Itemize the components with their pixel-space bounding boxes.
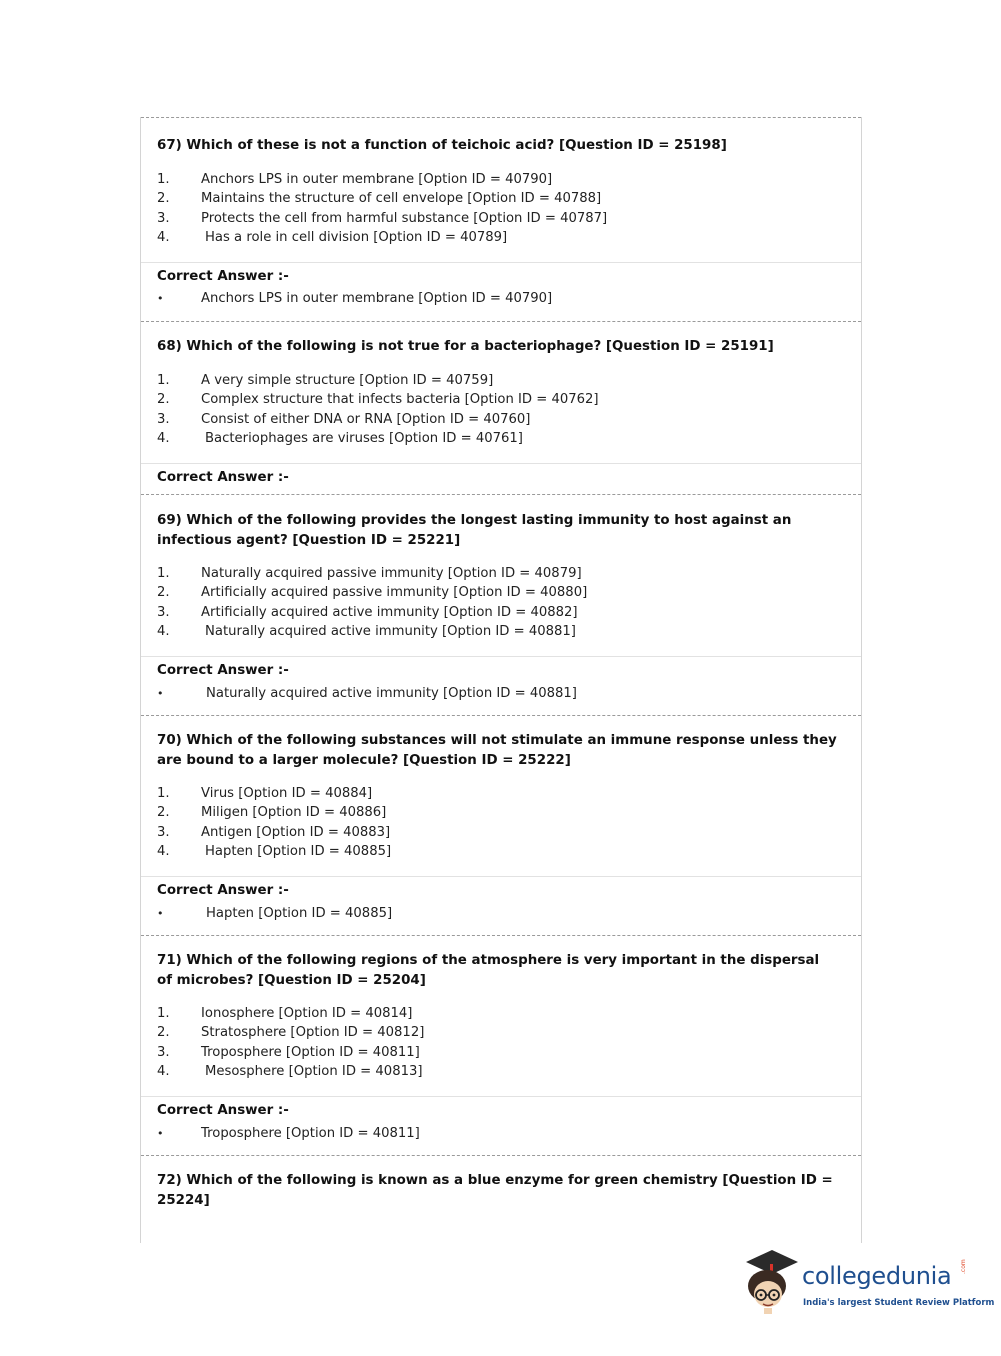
brand-tagline: India's largest Student Review Platform [803,1298,995,1308]
mascot-icon [742,1248,802,1318]
brand-name: collegedunia [802,1262,952,1290]
question-text-70: 70) Which of the following substances will not stimulate an immune response unless they are bound to a larger molecule? [Question ID = 25222] [157,733,837,768]
question-divider [141,321,861,322]
answer-divider [141,1096,861,1097]
question-divider [141,715,861,716]
correct-answer-label: Correct Answer :- [157,883,289,898]
question-divider [141,935,861,936]
answer-divider [141,656,861,657]
correct-answer-label: Correct Answer :- [157,1103,289,1118]
question-text-68: 68) Which of the following is not true for a bacteriophage? [Question ID = 25191] [157,339,774,354]
question-divider [141,494,861,495]
question-text-72: 72) Which of the following is known as a blue enzyme for green chemistry [Question ID = 25224] [157,1173,833,1208]
question-text-71: 71) Which of the following regions of the atmosphere is very important in the dispersal of microbes? [Question ID = 25204] [157,953,820,988]
correct-answer-label: Correct Answer :- [157,470,289,485]
correct-answer-label: Correct Answer :- [157,269,289,284]
correct-answer-label: Correct Answer :- [157,663,289,678]
question-sheet: 67) Which of these is not a function of teichoic acid? [Question ID = 25198] 1. Anchors LPS in outer membrane [Option ID = 40790] 2. Maintains the structure of cell envelope [Option ID = 40788] 3. Protects the cell from harmful substance [Option ID = 40787] 4. Has a role in cell division [Option ID = 40789] Correct Answer :- • Anchors LPS in outer membrane [Option ID = 40790] 68) Which of the following is not true for a bacteriophage? [Question ID = 25191] 1. A very simple structure [Option ID = 40759] 2. Complex structure that infects bacteria [Option ID = 40762] 3. Consist of either DNA or RNA [Option ID = 40760] 4. Bacteriophages are viruses [Option ID = 40761] Correct Answer :- 69) Which of the following provides the longest lasting immunity to host against an infectious agent? [Question ID = 25221] 1. Naturally acquired passive immunity [Option ID = 40879] 2. Artificially acquired passive immunity [Option ID = 40880] 3. Artificially acquired active immunity [Option ID = 40882] 4. Naturally acquired active immunity [Option ID = 40881] Correct Answer :- • Naturally acquired active immunity [Option ID = 40881] 70) Which of the following substances will not stimulate an immune response unless they are bound to a larger molecule? [Question ID = 25222] 1. Virus [Option ID = 40884] 2. Miligen [Option ID = 40886] 3. Antigen [Option ID = 40883] 4. Hapten [Option ID = 40885] Correct Answer :- • Hapten [Option ID = 40885] 71) Which of the following regions of the atmosphere is very important in the dispersal of microbes? [Question ID = 25204] 1. Ionosphere [Option ID = 40814] 2. Stratosphere [Option ID = 40812] 3. Troposphere [Option ID = 40811] 4. Mesosphere [Option ID = 40813] Correct Answer :- • Troposphere [Option ID = 40811] 72) Which of the following is known as a blue enzyme for green chemistry [Question ID = 25224] [140,117,862,1243]
question-text-69: 69) Which of the following provides the longest lasting immunity to host against an infectious agent? [Question ID = 25221] [157,513,792,548]
question-text-67: 67) Which of these is not a function of teichoic acid? [Question ID = 25198] [157,138,727,153]
answer-divider [141,463,861,464]
answer-divider [141,262,861,263]
question-divider [141,1155,861,1156]
answer-divider [141,876,861,877]
brand-suffix: .com [960,1259,967,1274]
question-divider [141,117,861,118]
collegedunia-logo[interactable] [742,1248,995,1324]
